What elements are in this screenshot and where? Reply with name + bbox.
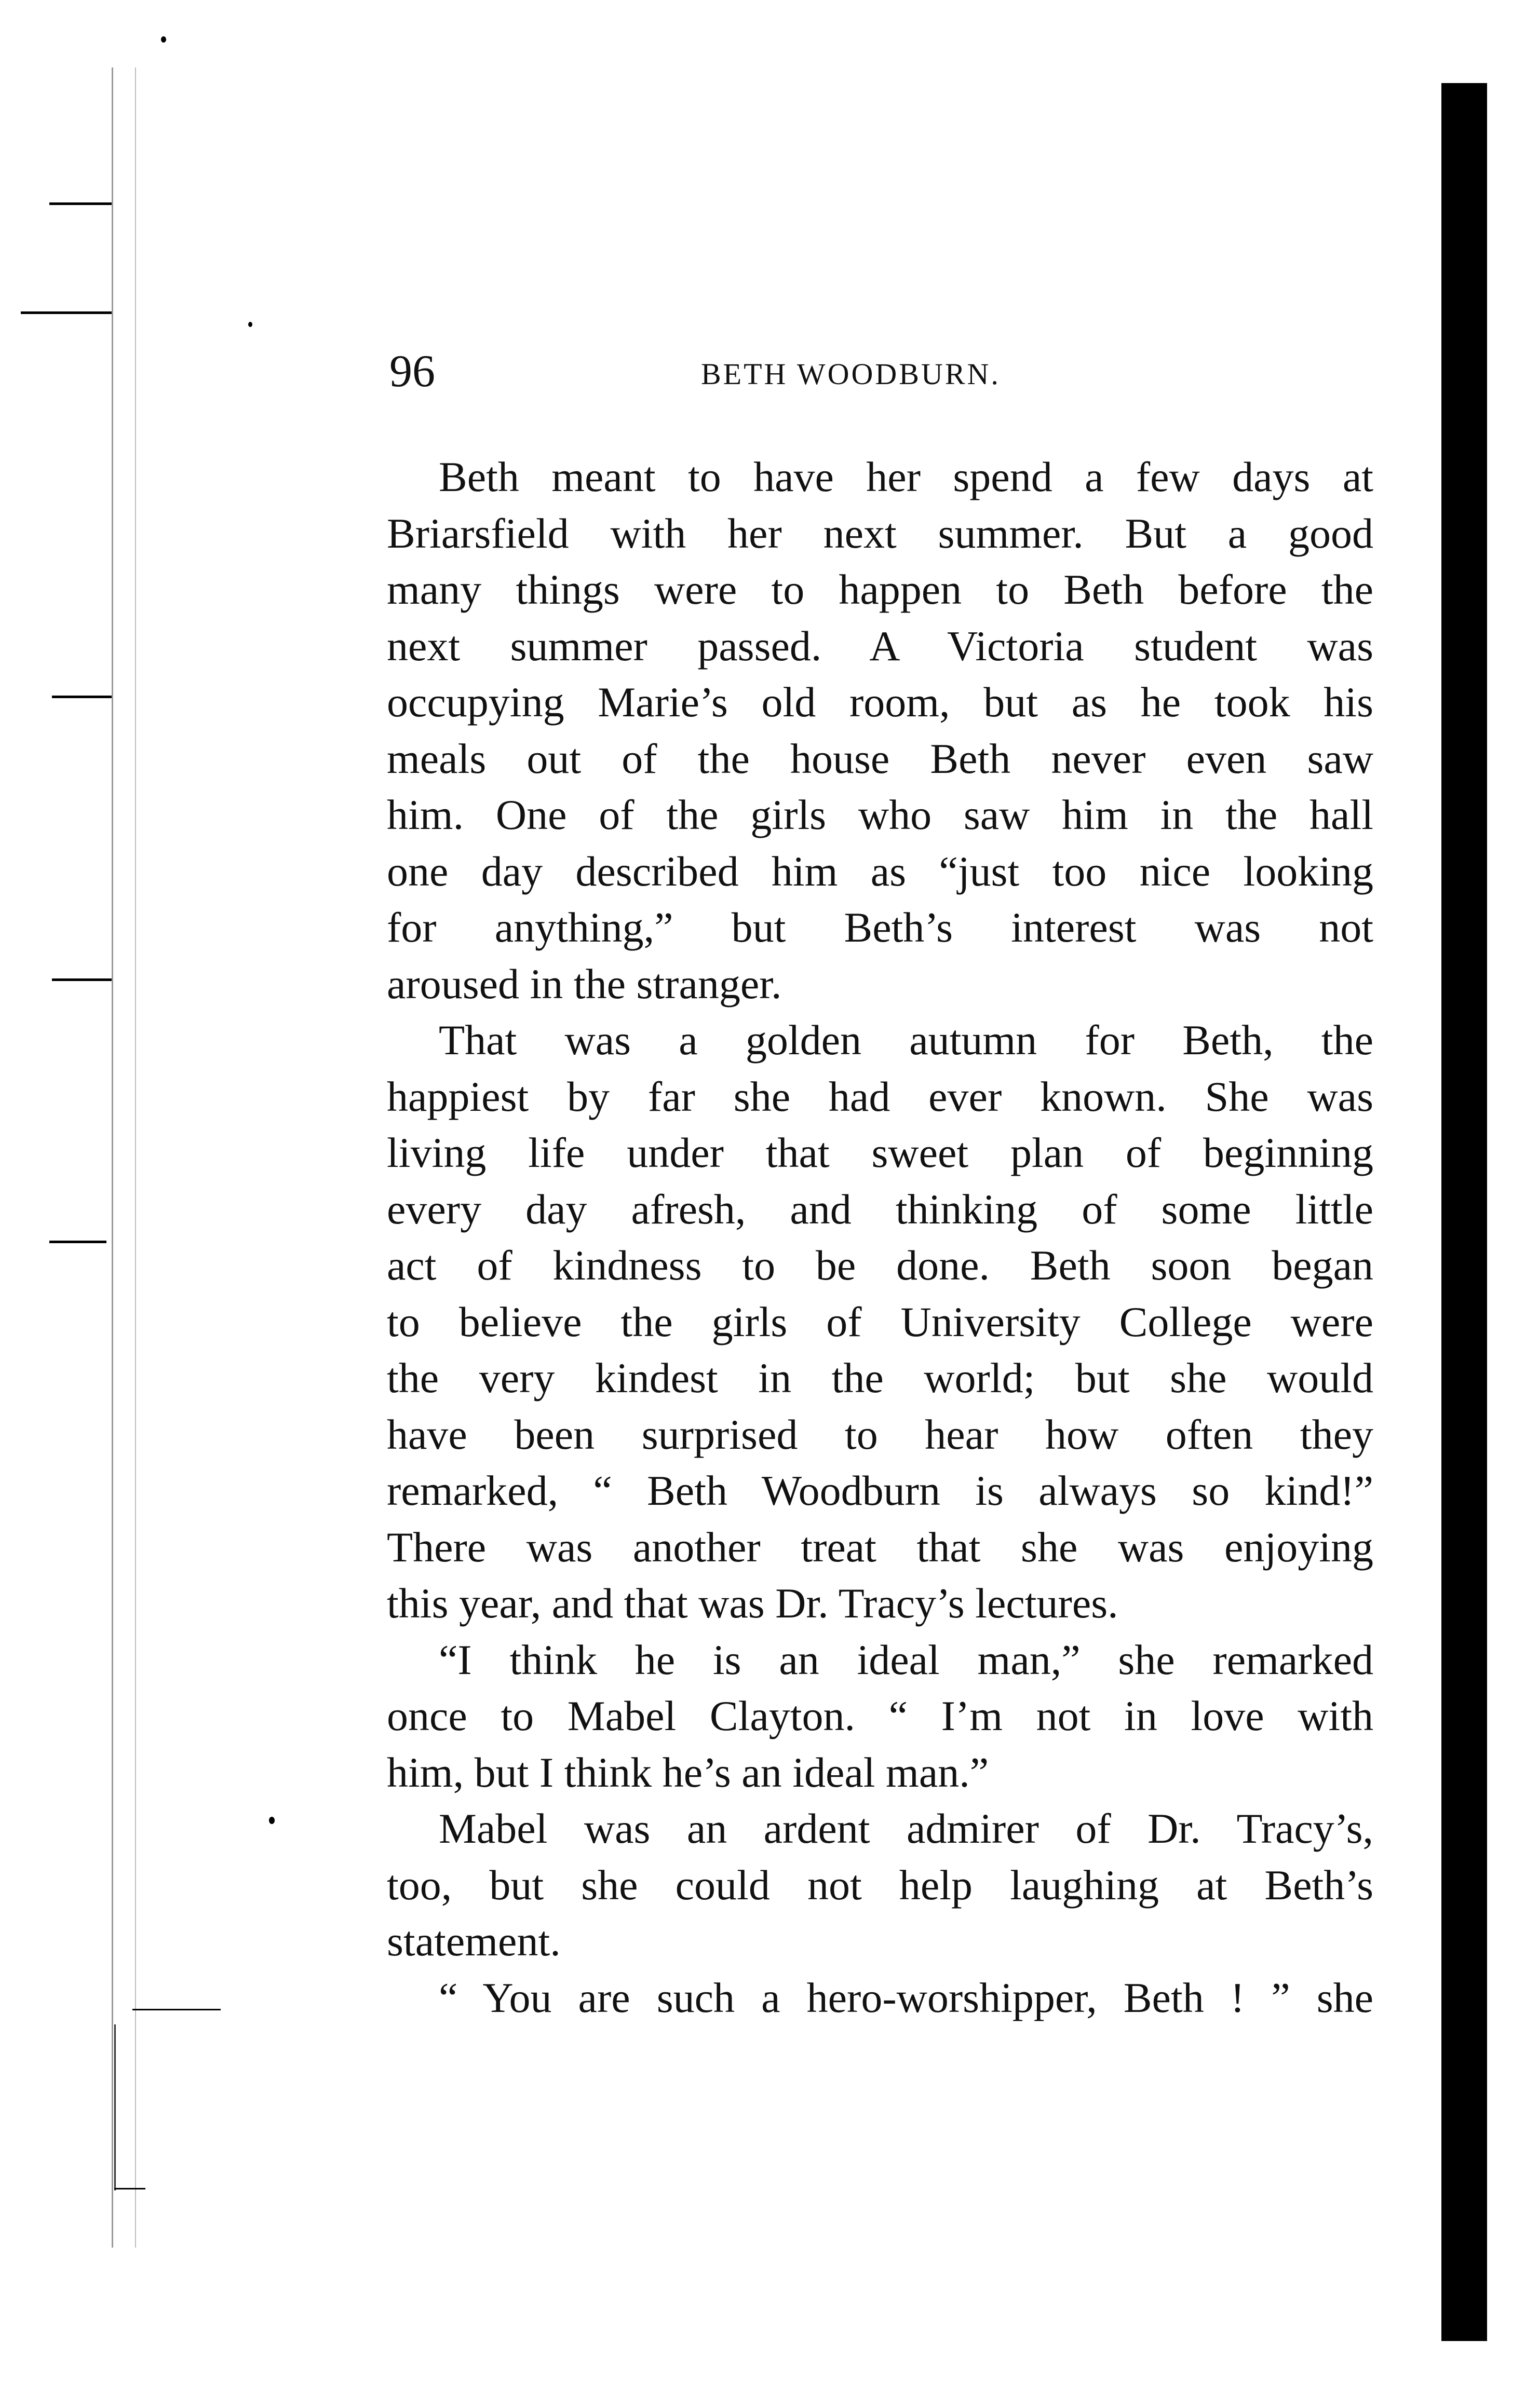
text-line: statement. xyxy=(387,1917,561,1965)
text-line: every day afresh, and thinking of some little xyxy=(387,1185,1373,1233)
text-line: next summer passed. A Victoria student was xyxy=(387,622,1373,670)
text-line: occupying Marie’s old room, but as he took his xyxy=(387,678,1373,726)
paragraph-2 xyxy=(387,1012,1373,1632)
text-line: once to Mabel Clayton. “ I’m not in love with xyxy=(387,1692,1373,1739)
text-line: him. One of the girls who saw him in the hall xyxy=(387,791,1373,838)
text-line: “ You are such a hero-worshipper, Beth ! ” she xyxy=(439,1974,1373,2021)
text-line: him, but I think he’s an ideal man.” xyxy=(387,1748,989,1796)
running-header xyxy=(384,345,1371,402)
text-line: “I think he is an ideal man,” she remarked xyxy=(439,1636,1373,1683)
running-head-title: BETH WOODBURN. xyxy=(701,357,1001,391)
text-line: have been surprised to hear how often they xyxy=(387,1410,1373,1458)
text-line: the very kindest in the world; but she would xyxy=(387,1354,1373,1402)
paragraph-4 xyxy=(387,1801,1373,1970)
text-line: living life under that sweet plan of beginning xyxy=(387,1129,1373,1176)
text-line: to believe the girls of University College were xyxy=(387,1298,1373,1345)
paragraph-3 xyxy=(387,1632,1373,1801)
text-line: meals out of the house Beth never even saw xyxy=(387,734,1373,782)
text-line: Briarsfield with her next summer. But a good xyxy=(387,509,1373,557)
text-line: too, but she could not help laughing at Beth’s xyxy=(387,1861,1373,1909)
text-line: for anything,” but Beth’s interest was not xyxy=(387,904,1373,951)
text-line: one day described him as “just too nice looking xyxy=(387,847,1373,895)
scan-edge-right xyxy=(1441,83,1487,2341)
paragraph-5 xyxy=(387,1970,1373,2026)
paragraph-1 xyxy=(387,449,1373,1012)
page-number: 96 xyxy=(389,346,435,397)
text-line: aroused in the stranger. xyxy=(387,960,782,1008)
text-line: remarked, “ Beth Woodburn is always so kind!” xyxy=(387,1467,1373,1514)
text-line: Mabel was an ardent admirer of Dr. Tracy’s, xyxy=(439,1805,1373,1852)
scan-noise-left-margin xyxy=(0,52,166,2284)
text-line: Beth meant to have her spend a few days at xyxy=(439,453,1373,500)
text-line: many things were to happen to Beth before the xyxy=(387,566,1373,613)
text-line: happiest by far she had ever known. She was xyxy=(387,1072,1373,1120)
body-text xyxy=(387,449,1373,2026)
text-line: There was another treat that she was enjoying xyxy=(387,1523,1373,1571)
text-line: That was a golden autumn for Beth, the xyxy=(439,1016,1373,1064)
text-line: act of kindness to be done. Beth soon began xyxy=(387,1242,1373,1289)
text-line: this year, and that was Dr. Tracy’s lectures. xyxy=(387,1580,1118,1627)
